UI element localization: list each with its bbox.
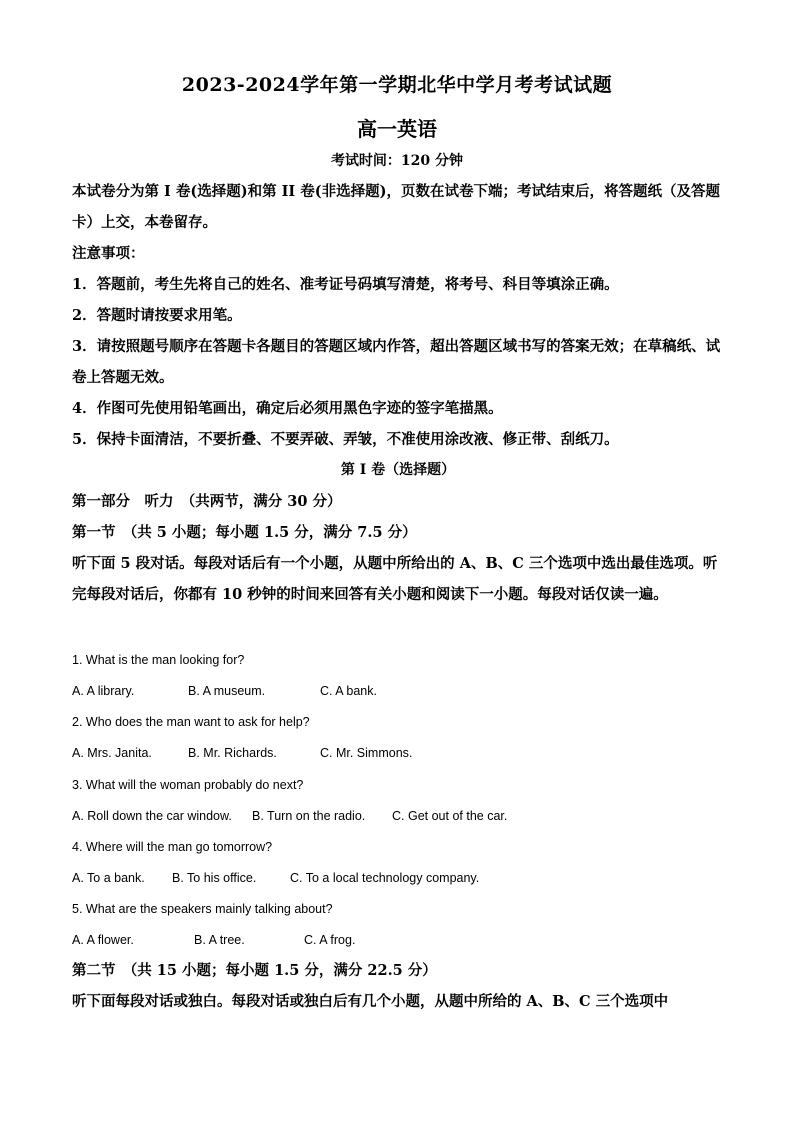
question-2: 2. Who does the man want to ask for help? bbox=[72, 715, 310, 729]
exam-subject: 高一英语 bbox=[357, 117, 437, 141]
section1-instructions: 听下面 5 段对话。每段对话后有一个小题，从题中所给出的 A、B、C 三个选项中选出最佳选项。听完每段对话后，你都有 10 秒钟的时间来回答有关小题和阅读下一小题。每段对话仅读一遍。 bbox=[72, 555, 718, 603]
option-a: A. Mrs. Janita. bbox=[72, 746, 152, 760]
question-1-options bbox=[72, 682, 724, 700]
question-5: 5. What are the speakers mainly talking about? bbox=[72, 902, 333, 916]
section1-title: 第一节 （共 5 小题；每小题 1.5 分，满分 7.5 分） bbox=[72, 524, 417, 541]
option-c: C. Get out of the car. bbox=[392, 809, 508, 823]
note-item-1: 1．答题前，考生先将自己的姓名、准考证号码填写清楚，将考号、科目等填涂正确。 bbox=[72, 276, 619, 293]
note-item-5: 5．保持卡面清洁，不要折叠、不要弄破、弄皱，不准使用涂改液、修正带、刮纸刀。 bbox=[72, 431, 619, 448]
exam-time: 考试时间：120 分钟 bbox=[330, 153, 464, 169]
option-b: B. Turn on the radio. bbox=[252, 809, 366, 823]
question-4-options bbox=[72, 869, 724, 887]
question-3-options bbox=[72, 807, 724, 825]
question-1: 1. What is the man looking for? bbox=[72, 653, 245, 667]
notes-heading: 注意事项： bbox=[72, 245, 145, 262]
option-a: A. A library. bbox=[72, 684, 135, 698]
option-b: B. A museum. bbox=[188, 684, 266, 698]
question-3: 3. What will the woman probably do next? bbox=[72, 778, 304, 792]
section2-instructions: 听下面每段对话或独白。每段对话或独白后有几个小题，从题中所给的 A、B、C 三个选项中 bbox=[72, 993, 669, 1010]
option-c: C. A bank. bbox=[320, 684, 377, 698]
volume-title: 第 I 卷（选择题） bbox=[340, 462, 456, 478]
note-item-4: 4．作图可先使用铅笔画出，确定后必须用黑色字迹的签字笔描黑。 bbox=[72, 400, 503, 417]
question-4: 4. Where will the man go tomorrow? bbox=[72, 840, 273, 854]
exam-title: 2023-2024学年第一学期北华中学月考考试试题 bbox=[181, 74, 613, 96]
part-title: 第一部分 听力 （共两节，满分 30 分） bbox=[72, 493, 342, 510]
note-item-2: 2．答题时请按要求用笔。 bbox=[72, 307, 242, 324]
section2-title: 第二节 （共 15 小题；每小题 1.5 分，满分 22.5 分） bbox=[72, 962, 437, 979]
option-b: B. Mr. Richards. bbox=[188, 746, 277, 760]
option-c: C. A frog. bbox=[304, 933, 356, 947]
question-2-options bbox=[72, 744, 724, 762]
intro-paragraph: 本试卷分为第 I 卷(选择题)和第 II 卷(非选择题)，页数在试卷下端；考试结束后，将答题纸（及答题卡）上交，本卷留存。 bbox=[72, 183, 720, 231]
option-b: B. A tree. bbox=[194, 933, 245, 947]
note-item-3: 3．请按照题号顺序在答题卡各题目的答题区域内作答，超出答题区域书写的答案无效；在草稿纸、试卷上答题无效。 bbox=[72, 338, 721, 386]
option-a: A. To a bank. bbox=[72, 871, 145, 885]
option-c: C. To a local technology company. bbox=[290, 871, 480, 885]
question-5-options bbox=[72, 931, 724, 949]
option-c: C. Mr. Simmons. bbox=[320, 746, 413, 760]
option-b: B. To his office. bbox=[172, 871, 257, 885]
option-a: A. A flower. bbox=[72, 933, 134, 947]
option-a: A. Roll down the car window. bbox=[72, 809, 232, 823]
